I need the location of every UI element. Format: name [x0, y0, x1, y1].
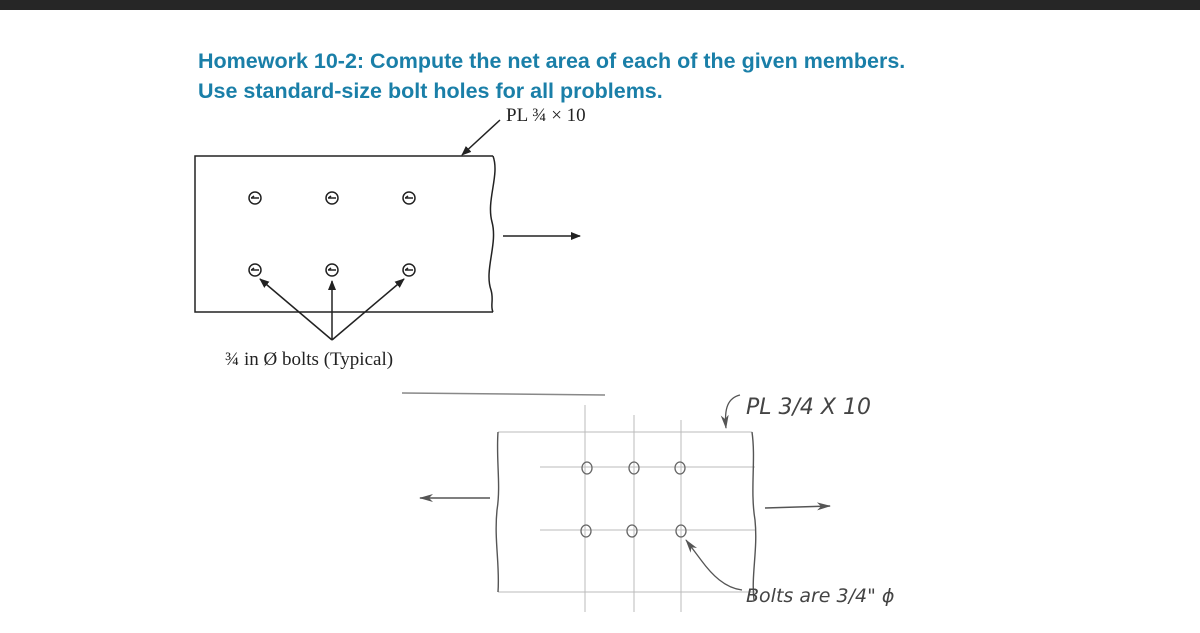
sketch-bolt-hole — [627, 525, 637, 537]
sketch-plate-label: PL 3/4 X 10 — [746, 395, 871, 420]
bolt-hole — [403, 264, 415, 276]
heading-line-1: Homework 10-2: Compute the net area of each of the given members. — [198, 49, 906, 73]
bolt-leader — [260, 279, 332, 340]
sketch-bolt-hole — [582, 462, 592, 474]
sketch-bolt-note: Bolts are 3/4" ϕ — [746, 585, 895, 607]
plate-label-leader — [462, 120, 500, 155]
plate-label: PL ¾ × 10 — [506, 105, 586, 126]
bolt-label: ¾ in Ø bolts (Typical) — [225, 349, 394, 370]
sketch-bolt-hole — [581, 525, 591, 537]
bolt-hole — [403, 192, 415, 204]
bolt-leader — [332, 279, 404, 340]
heading-line-2: Use standard-size bolt holes for all problems. — [198, 79, 663, 103]
printed-figure — [195, 120, 580, 340]
sketch-bolt-leader — [686, 540, 742, 590]
sketch-bolt-hole — [675, 462, 685, 474]
figure-divider — [402, 393, 605, 395]
bolt-hole — [249, 192, 261, 204]
bolt-hole — [249, 264, 261, 276]
break-line — [489, 156, 495, 312]
sketch-plate-left-edge — [496, 432, 498, 592]
sketch-plate-leader — [726, 395, 740, 428]
sketch-figure — [420, 395, 830, 612]
sketch-right-arrow — [765, 506, 830, 508]
plate-outline — [195, 156, 493, 312]
sketch-plate-right-edge — [752, 432, 756, 600]
bolt-hole — [326, 264, 338, 276]
bolt-hole — [326, 192, 338, 204]
